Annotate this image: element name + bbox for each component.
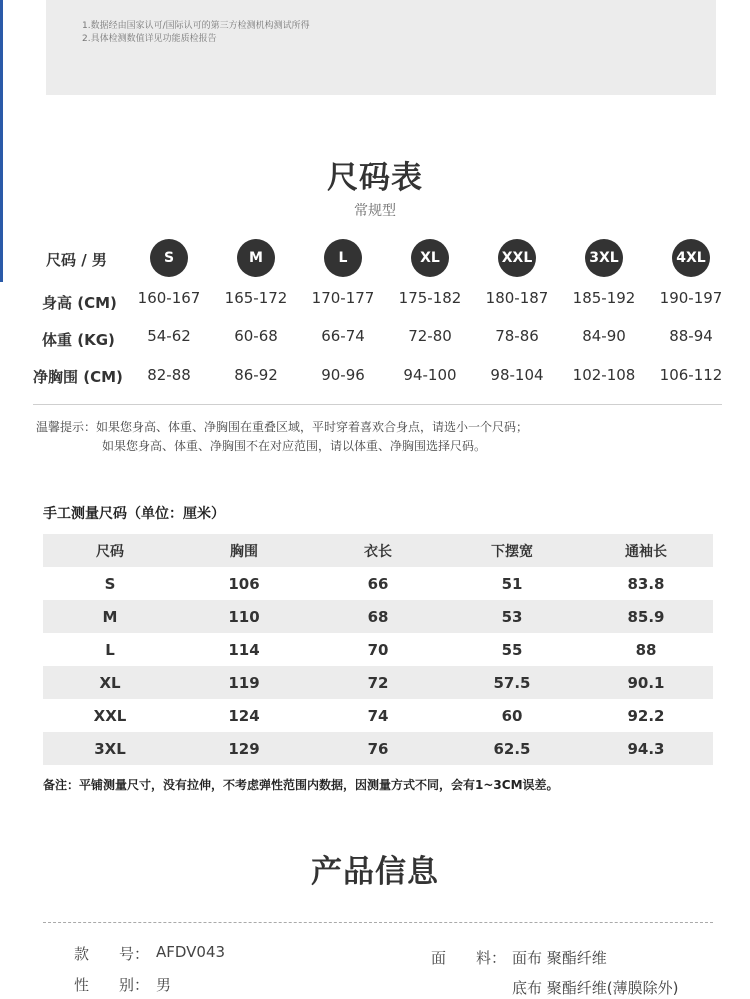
height-value: 160-167 <box>137 289 201 307</box>
model-label: 款 号： <box>74 945 150 963</box>
table-row <box>43 633 713 666</box>
row-label-chest: 净胸围 (CM) <box>33 368 123 386</box>
fabric-value: 面布 聚酯纤维 <box>512 949 607 967</box>
size-circle-s: S <box>150 239 188 277</box>
gender-label: 性 别： <box>74 976 150 994</box>
table-cell: 60 <box>501 706 523 725</box>
row-label-weight: 体重 (KG) <box>42 331 115 349</box>
header-cell: 尺码 <box>96 543 124 560</box>
chest-value: 98-104 <box>490 366 544 384</box>
table-cell: 72 <box>367 673 389 692</box>
table-cell: 57.5 <box>493 673 531 692</box>
table-cell: 85.9 <box>627 607 665 626</box>
weight-value: 72-80 <box>408 327 452 345</box>
table-cell: 114 <box>228 640 260 659</box>
table-row <box>43 699 713 732</box>
table-cell: 119 <box>228 673 260 692</box>
table-cell: 110 <box>228 607 260 626</box>
table-cell: 129 <box>228 739 260 758</box>
table-cell: 66 <box>367 574 389 593</box>
table-header-row <box>43 534 713 567</box>
table-row <box>43 732 713 765</box>
left-accent-bar <box>0 0 3 282</box>
weight-value: 54-62 <box>147 327 191 345</box>
chest-value: 86-92 <box>234 366 278 384</box>
header-cell: 胸围 <box>230 543 258 560</box>
weight-value: 66-74 <box>321 327 365 345</box>
table-cell: XL <box>99 673 121 692</box>
measure-table <box>43 534 713 765</box>
table-cell: 124 <box>228 706 260 725</box>
height-value: 165-172 <box>224 289 288 307</box>
lining-value: 底布 聚酯纤维(薄膜除外) <box>512 979 679 997</box>
chest-value: 106-112 <box>659 366 723 384</box>
tip-line-2: 如果您身高、体重、净胸围不在对应范围，请以体重、净胸围选择尺码。 <box>102 439 487 453</box>
table-cell: 92.2 <box>627 706 665 725</box>
table-cell: 106 <box>228 574 260 593</box>
divider <box>33 404 722 405</box>
chest-value: 102-108 <box>572 366 636 384</box>
size-chart-subtitle: 常规型 <box>354 203 396 219</box>
table-cell: 74 <box>367 706 389 725</box>
table-cell: 55 <box>501 640 523 659</box>
weight-value: 84-90 <box>582 327 626 345</box>
table-cell: L <box>105 640 115 659</box>
dotted-divider <box>43 922 713 923</box>
product-info-title: 产品信息 <box>311 854 439 890</box>
fabric-label: 面 料： <box>431 949 507 967</box>
table-cell: 88 <box>635 640 657 659</box>
table-cell: 83.8 <box>627 574 665 593</box>
table-cell: 51 <box>501 574 523 593</box>
table-cell: 76 <box>367 739 389 758</box>
height-value: 190-197 <box>659 289 723 307</box>
table-cell: M <box>102 607 118 626</box>
table-cell: 94.3 <box>627 739 665 758</box>
tip-line-1: 温馨提示：如果您身高、体重、净胸围在重叠区域，平时穿着喜欢合身点，请选小一个尺码； <box>36 420 529 434</box>
table-cell: 53 <box>501 607 523 626</box>
header-cell: 通袖长 <box>625 543 667 560</box>
row-label-size: 尺码 / 男 <box>46 251 107 269</box>
table-cell: 90.1 <box>627 673 665 692</box>
height-value: 170-177 <box>311 289 375 307</box>
header-cell: 下摆宽 <box>491 543 533 560</box>
size-chart-title: 尺码表 <box>327 160 423 196</box>
table-row <box>43 567 713 600</box>
size-circle-m: M <box>237 239 275 277</box>
measure-remark: 备注：平铺测量尺寸，没有拉伸，不考虑弹性范围内数据，因测量方式不同，会有1~3CM误差。 <box>43 778 559 792</box>
table-cell: XXL <box>93 706 127 725</box>
table-row <box>43 600 713 633</box>
size-circle-l: L <box>324 239 362 277</box>
table-cell: 3XL <box>94 739 126 758</box>
chest-value: 82-88 <box>147 366 191 384</box>
notice-line-1: 1.数据经由国家认可/国际认可的第三方检测机构测试所得 <box>82 21 310 31</box>
table-cell: 62.5 <box>493 739 531 758</box>
size-circle-3xl: 3XL <box>585 239 623 277</box>
height-value: 175-182 <box>398 289 462 307</box>
height-value: 180-187 <box>485 289 549 307</box>
header-cell: 衣长 <box>364 543 392 560</box>
weight-value: 78-86 <box>495 327 539 345</box>
weight-value: 88-94 <box>669 327 713 345</box>
gender-value: 男 <box>156 976 172 994</box>
table-cell: 68 <box>367 607 389 626</box>
row-label-height: 身高 (CM) <box>42 294 117 312</box>
model-value: AFDV043 <box>156 943 226 961</box>
size-circle-xxl: XXL <box>498 239 536 277</box>
test-notice-box <box>46 0 716 95</box>
size-circle-xl: XL <box>411 239 449 277</box>
measure-table-title: 手工测量尺码（单位：厘米） <box>43 506 225 522</box>
chest-value: 90-96 <box>321 366 365 384</box>
height-value: 185-192 <box>572 289 636 307</box>
table-row <box>43 666 713 699</box>
table-cell: S <box>104 574 116 593</box>
table-cell: 70 <box>367 640 389 659</box>
size-circle-4xl: 4XL <box>672 239 710 277</box>
chest-value: 94-100 <box>403 366 457 384</box>
weight-value: 60-68 <box>234 327 278 345</box>
notice-line-2: 2.具体检测数值详见功能质检报告 <box>82 34 217 44</box>
